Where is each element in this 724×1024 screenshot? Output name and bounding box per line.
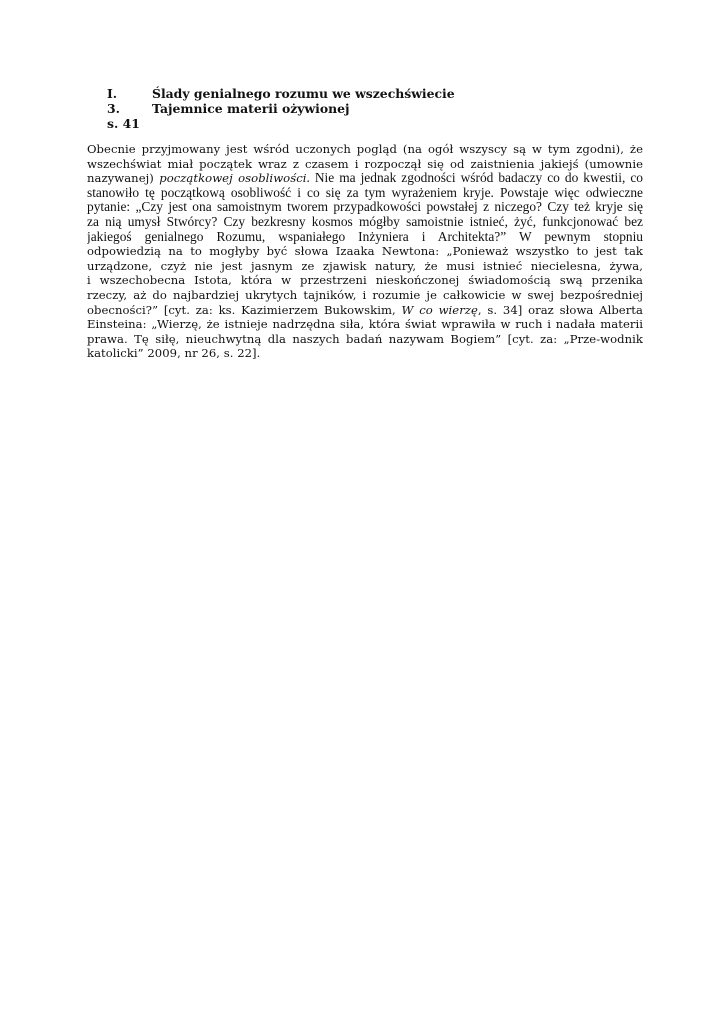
text-segment: . Nie ma jednak zgodności wśród badaczy co do kwestii, co (306, 171, 643, 186)
text-segment: katolicki” 2009, nr 26, s. 22]. (87, 346, 261, 361)
section-headings (107, 86, 455, 131)
text-segment: jakiegoś genialnego Rozumu, wspaniałego Inżyniera i Architekta?” W pewnym stopniu (87, 229, 643, 244)
paragraph-line (87, 288, 643, 303)
text-segment: za nią umysł Stwórcy? Czy bezkresny kosmos mógłby samoistnie istnieć, żyć, funkcjonować bez (87, 214, 643, 229)
paragraph-line (87, 244, 643, 259)
paragraph-line (87, 142, 643, 157)
text-segment: Einsteina: „Wierzę, że istnieje nadrzędna siła, która świat wprawiła w ruch i nadała materii (87, 317, 643, 332)
heading-number: s. 41 (107, 116, 140, 131)
heading-number: I. (107, 86, 118, 101)
body-paragraph (87, 142, 643, 361)
paragraph-line (87, 332, 643, 347)
paragraph-line (87, 157, 643, 172)
paragraph-line (87, 200, 643, 215)
text-segment: stanowiło tę początkową osobliwość i co się za tym wyrażeniem kryje. Powstaje więc odwieczne (87, 185, 643, 200)
heading-row (107, 116, 455, 131)
paragraph-line (87, 317, 643, 332)
text-segment: Obecnie przyjmowany jest wśród uczonych pogląd (na ogół wszyscy są w tym zgodni), że (87, 142, 643, 156)
text-segment: rzeczy, aż do najbardziej ukrytych tajników, i rozumie je całkowicie w swej bezpośredniej (87, 287, 643, 302)
paragraph-line (87, 273, 643, 288)
paragraph-line (87, 171, 643, 186)
paragraph-line (87, 230, 643, 245)
italic-text: W co wierzę (401, 302, 478, 317)
text-segment: obecności?” [cyt. za: ks. Kazimierzem Bukowskim, (87, 302, 402, 317)
text-segment: wszechświat miał początek wraz z czasem i rozpoczął się od zaistnienia jakiejś (umownie (87, 156, 643, 171)
heading-number: 3. (107, 101, 120, 116)
paragraph-line (87, 259, 643, 274)
text-segment: i wszechobecna Istota, która w przestrzeni nieskończonej świadomością swą przenika (87, 273, 643, 288)
heading-row (107, 86, 455, 101)
text-segment: urządzone, czyż nie jest jasnym ze zjawisk natury, że musi istnieć niecielesna, żywa, (87, 258, 643, 273)
text-segment: nazywanej) (87, 171, 160, 186)
paragraph-line (87, 215, 643, 230)
heading-row (107, 101, 455, 116)
text-segment: pytanie: „Czy jest ona samoistnym tworem przypadkowości powstałej z niczego? Czy też kryje się (87, 200, 643, 215)
text-segment: , s. 34] oraz słowa Alberta (477, 302, 643, 317)
paragraph-line (87, 303, 643, 318)
text-segment: prawa. Tę siłę, nieuchwytną dla naszych badań nazywam Bogiem” [cyt. za: „Prze-wodnik (87, 331, 643, 346)
text-segment: odpowiedzią na to mogłyby być słowa Izaaka Newtona: „Ponieważ wszystko to jest tak (87, 244, 643, 259)
heading-title: Tajemnice materii ożywionej (152, 101, 350, 116)
paragraph-line (87, 346, 643, 361)
heading-title: Ślady genialnego rozumu we wszechświecie (152, 86, 455, 101)
italic-text: początkowej osobliwości (159, 171, 307, 186)
paragraph-line (87, 186, 643, 201)
